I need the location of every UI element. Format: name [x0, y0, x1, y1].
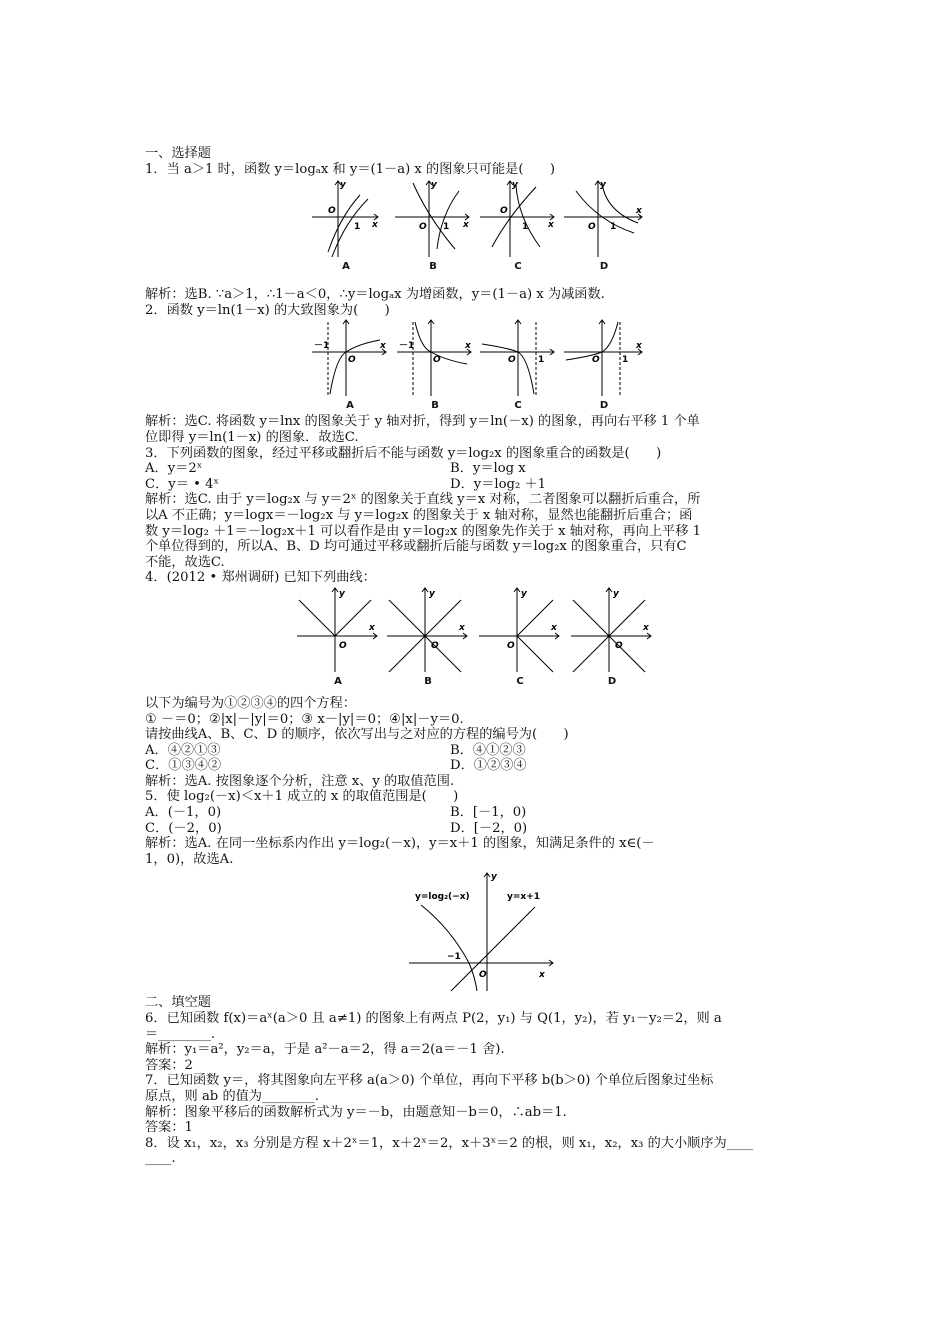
q4-text-line2: ① －＝0；②|x|－|y|＝0；③ x－|y|＝0；④|x|－y＝0.	[145, 711, 464, 727]
q5-option-b: B．[－1，0)	[450, 805, 527, 821]
q6-answer: 答案：2	[145, 1057, 193, 1073]
q2d-origin: O	[592, 355, 600, 366]
q5-option-c: C．(－2，0)	[145, 820, 222, 836]
q4-graph-b	[385, 586, 471, 690]
q5-option-a: A．(－1，0)	[145, 805, 222, 821]
q2-graph-c	[478, 318, 558, 414]
q1a-one-label: 1	[354, 222, 361, 233]
q4b-y: y	[429, 588, 435, 599]
q5-options-row2	[145, 821, 805, 837]
q2c-origin: O	[508, 355, 516, 366]
q2a-neg1-label: －1	[314, 341, 330, 352]
q4-caption-b: B	[424, 675, 432, 687]
q4-text-line1: 以下为编号为①②③④的四个方程：	[145, 695, 356, 711]
q4-figures	[145, 586, 805, 696]
q4-option-c: C．①③④②	[145, 758, 222, 774]
q3-options-row1	[145, 461, 805, 477]
q4-option-a: A．④②①③	[145, 742, 221, 758]
q3-analysis-line2: 以A 不正确；y＝logx＝－log₂x 与 y＝log₂x 的图象关于 x 轴对称，显然也能翻折后重合；函	[145, 507, 693, 523]
q8-stem-line2: ____.	[145, 1151, 176, 1167]
q6-analysis: 解析：y₁＝a²，y₂＝a，于是 a²－a＝2，得 a＝2(a＝－1 舍).	[145, 1042, 505, 1058]
q2-caption-a: A	[346, 400, 354, 412]
q1a-x-label: x	[372, 220, 378, 231]
q3-analysis-line1: 解析：选C. 由于 y＝log₂x 与 y＝2ˣ 的图象关于直线 y＝x 对称，二者图象可以翻折后重合，所	[145, 492, 701, 508]
q1a-origin-label: O	[328, 206, 336, 217]
q5-graph	[407, 869, 557, 993]
q4-graph-c	[477, 586, 563, 690]
q1b-origin-label: O	[419, 222, 427, 233]
q4-graph-a	[295, 586, 381, 690]
q3-analysis-line5: 不能，故选C.	[145, 554, 225, 570]
q3-option-b: B．y＝log x	[450, 461, 526, 477]
q1d-one-label: 1	[610, 222, 617, 233]
q2-graph-a	[310, 318, 390, 414]
q2-graph-d	[562, 318, 646, 414]
q2c-one-label: 1	[538, 355, 545, 366]
q1-caption-a: A	[342, 261, 350, 273]
q2-figures	[145, 318, 805, 414]
q3-options-row2	[145, 477, 805, 493]
q2-analysis-line2: 位即得 y＝ln(1－x) 的图象．故选C.	[145, 429, 359, 445]
q2d-one-label: 1	[622, 355, 629, 366]
q1b-y-label: y	[431, 180, 437, 191]
q1c-one-label: 1	[522, 222, 529, 233]
q1-caption-c: C	[514, 261, 522, 273]
q4-option-b: B．④①②③	[450, 742, 526, 758]
q1d-origin-label: O	[588, 222, 596, 233]
q4d-y: y	[613, 588, 619, 599]
q2b-neg1-label: －1	[399, 341, 415, 352]
q4-caption-c: C	[516, 675, 524, 687]
q7-analysis: 解析：图象平移后的函数解析式为 y＝－b，由题意知－b＝0，∴ab＝1.	[145, 1104, 567, 1120]
q4-stem: 4．(2012 • 郑州调研) 已知下列曲线：	[145, 570, 376, 586]
q5-options-row1	[145, 805, 805, 821]
q3-option-c: C．y＝ • 4ˣ	[145, 476, 220, 492]
q3-option-d: D．y＝log₂ ＋1	[450, 476, 547, 492]
document-page	[145, 146, 805, 1167]
q6-stem-line1: 6．已知函数 f(x)＝aˣ(a＞0 且 a≠1) 的图象上有两点 P(2，y₁) 与 Q(1，y₂)，若 y₁－y₂＝2，则 a	[145, 1011, 722, 1027]
q4-options-row1	[145, 743, 805, 759]
q2-caption-d: D	[599, 400, 609, 412]
q3-analysis-line4: 个单位得到的，所以A、B、D 均可通过平移或翻折后能与函数 y＝log₂x 的图象重合，只有C	[145, 539, 687, 555]
q1c-y-label: y	[512, 180, 518, 191]
q2b-x-label: x	[465, 341, 471, 352]
q2-caption-c: C	[514, 400, 522, 412]
q6-stem-line2: ＝________.	[145, 1026, 216, 1042]
q1-caption-b: B	[429, 261, 437, 273]
q2d-x-label: x	[636, 341, 642, 352]
q5-x-label: x	[539, 970, 545, 981]
q3-stem: 3．下列函数的图象，经过平移或翻折后不能与函数 y＝log₂x 的图象重合的函数是( )	[145, 445, 662, 461]
q1-graph-c	[478, 177, 558, 275]
q5-option-d: D．[－2，0)	[450, 820, 528, 836]
q2a-origin: O	[348, 355, 356, 366]
q1b-x-label: x	[463, 220, 469, 231]
q4a-y: y	[339, 588, 345, 599]
section-heading-fill: 二、填空题	[145, 995, 211, 1011]
q1a-y-label: y	[340, 180, 346, 191]
q5-curve-label: y=log₂(−x)	[415, 892, 470, 903]
q4-options-row2	[145, 758, 805, 774]
q4-analysis: 解析：选A. 按图象逐个分析，注意 x、y 的取值范围.	[145, 773, 455, 789]
q5-origin-label: O	[479, 970, 487, 981]
q1b-one-label: 1	[443, 222, 450, 233]
q4-text-line3: 请按曲线A、B、C、D 的顺序，依次写出与之对应的方程的编号为( )	[145, 727, 569, 743]
q4c-y: y	[521, 588, 527, 599]
q4d-o: O	[615, 640, 623, 651]
q2-stem: 2．函数 y＝ln(1－x) 的大致图象为( )	[145, 302, 390, 318]
q1-caption-d: D	[599, 261, 609, 273]
q3-option-a: A．y＝2ˣ	[145, 461, 203, 477]
q5-analysis-line1: 解析：选A. 在同一坐标系内作出 y＝log₂(－x)，y＝x＋1 的图象，知满足条件的 x∈(－	[145, 836, 655, 852]
q2-caption-b: B	[431, 400, 439, 412]
q5-line-label: y=x+1	[507, 892, 541, 903]
q7-stem-line2: 原点，则 ab 的值为________.	[145, 1089, 319, 1104]
q1c-x-label: x	[548, 220, 554, 231]
q2-analysis-line1: 解析：选C. 将函数 y＝lnx 的图象关于 y 轴对折，得到 y＝ln(－x) 的图象，再向右平移 1 个单	[145, 414, 700, 430]
q1d-y-label: y	[600, 180, 606, 191]
q1-graph-b	[393, 177, 473, 275]
q4c-x: x	[551, 622, 557, 633]
q4c-o: O	[507, 640, 515, 651]
q7-stem-line1: 7．已知函数 y＝，将其图象向左平移 a(a＞0) 个单位，再向下平移 b(b＞0) 个单位后图象过坐标	[145, 1073, 714, 1089]
q5-analysis-line2: 1，0)，故选A.	[145, 851, 234, 867]
q2-graph-b	[395, 318, 475, 414]
q4a-x: x	[369, 622, 375, 633]
q4-option-d: D．①②③④	[450, 758, 527, 774]
q3-analysis-line3: 数 y＝log₂ ＋1＝－log₂x＋1 可以看作是由 y＝log₂x 的图象先作关于 x 轴对称，再向上平移 1	[145, 523, 702, 539]
q5-y-label: y	[491, 872, 497, 883]
q4d-x: x	[643, 622, 649, 633]
q1-graph-a	[310, 177, 382, 275]
section-heading-choice: 一、选择题	[145, 146, 211, 161]
q1-figures	[145, 177, 805, 287]
q4-caption-d: D	[607, 675, 617, 687]
q1-analysis: 解析：选B. ∵a＞1，∴1－a＜0，∴y＝logₐx 为增函数，y＝(1－a) x 为减函数.	[145, 287, 605, 303]
q8-stem-line1: 8．设 x₁，x₂，x₃ 分别是方程 x＋2ˣ＝1，x＋2ˣ＝2，x＋3ˣ＝2 的根，则 x₁，x₂，x₃ 的大小顺序为____	[145, 1135, 754, 1151]
q1-graph-d	[562, 177, 646, 275]
q4-caption-a: A	[334, 675, 342, 687]
q4-graph-d	[569, 586, 655, 690]
q5-figure	[145, 867, 805, 995]
q5-stem: 5．使 log₂(－x)＜x＋1 成立的 x 的取值范围是( )	[145, 789, 459, 805]
q5-neg1-label: −1	[447, 952, 461, 963]
q1d-x-label: x	[636, 206, 642, 217]
q1c-origin-label: O	[500, 206, 508, 217]
q2a-x-label: x	[380, 341, 386, 352]
q4b-o: O	[431, 640, 439, 651]
q1-stem: 1．当 a＞1 时，函数 y＝logₐx 和 y＝(1－a) x 的图象只可能是( )	[145, 161, 556, 177]
q4b-x: x	[459, 622, 465, 633]
q2b-origin: O	[433, 355, 441, 366]
q7-answer: 答案：1	[145, 1120, 193, 1136]
q4a-o: O	[339, 640, 347, 651]
